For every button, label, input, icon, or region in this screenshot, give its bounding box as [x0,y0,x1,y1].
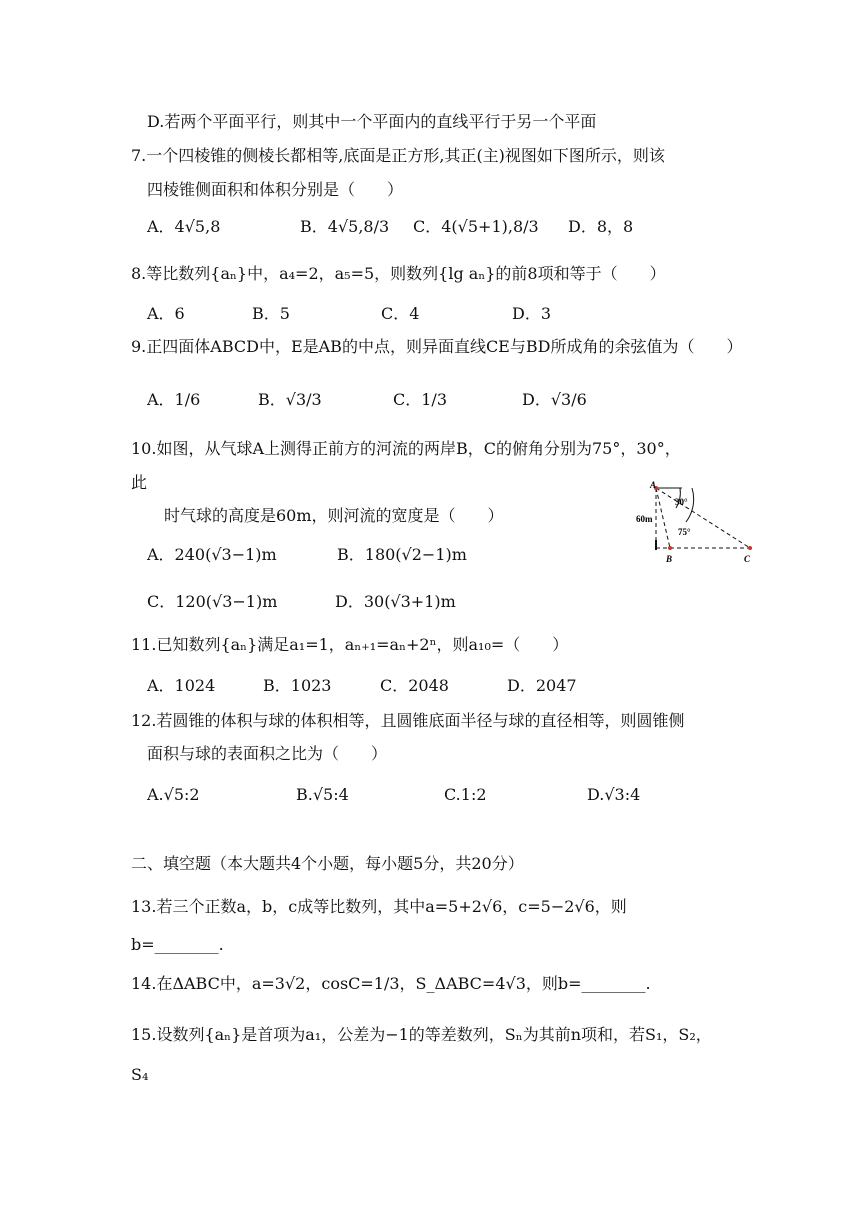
q13-answer-line: b=________. [131,935,224,954]
q11-stem: 11.已知数列{aₙ}满足a₁=1，aₙ₊₁=aₙ+2ⁿ，则a₁₀=（ ） [131,635,569,654]
q10-stem-wrap: 此 [131,473,148,492]
q7-stem: 7.一个四棱锥的侧棱长都相等,底面是正方形,其正(主)视图如下图所示，则该 [131,146,665,165]
q14-stem: 14.在ΔABC中，a=3√2，cosC=1/3，S_ΔABC=4√3，则b=________. [131,974,651,993]
section-heading-fill-in: 二、填空题（本大题共4个小题，每小题5分，共20分） [131,854,524,873]
q12-stem-cont: 面积与球的表面积之比为（ ） [147,744,388,763]
label-75: 75° [678,527,691,537]
label-b: B [666,554,673,564]
point-c [748,546,752,550]
q7-option-a: A．4√5,8 [147,217,221,236]
q10-option-d: D．30(√3+1)m [335,592,456,611]
q12-stem: 12.若圆锥的体积与球的体积相等，且圆锥底面半径与球的直径相等，则圆锥侧 [131,711,685,730]
label-30: 30° [675,497,688,507]
q10-option-a: A．240(√3−1)m [147,545,277,564]
q10-option-b: B．180(√2−1)m [337,545,467,564]
q10-stem: 10.如图，从气球A上测得正前方的河流的两岸B，C的俯角分别为75°，30°， [131,439,681,458]
q7-option-c: C．4(√5+1),8/3 [413,217,539,236]
q8-option-d: D．3 [512,304,552,323]
q7-option-d: D．8，8 [568,217,634,236]
point-b [668,546,672,550]
q9-option-d: D．√3/6 [522,390,587,409]
q10-option-c: C．120(√3−1)m [147,592,278,611]
q13-stem: 13.若三个正数a，b，c成等比数列，其中a=5+2√6，c=5−2√6，则 [131,897,627,916]
q12-option-b: B.√5:4 [296,785,349,804]
q10-balloon-figure [636,478,760,570]
label-c: C [744,554,751,564]
q7-stem-cont: 四棱锥侧面积和体积分别是（ ） [147,180,404,199]
q15-stem-wrap: S₄ [131,1065,149,1084]
q9-option-b: B．√3/3 [258,390,322,409]
q12-option-c: C.1:2 [444,785,487,804]
q8-option-a: A．6 [147,304,185,323]
label-60m: 60m [636,514,653,524]
q12-option-a: A.√5:2 [147,785,200,804]
line-ab [656,488,670,548]
q9-option-a: A．1/6 [147,390,201,409]
q8-option-c: C．4 [381,304,420,323]
q15-stem: 15.设数列{aₙ}是首项为a₁，公差为−1的等差数列，Sₙ为其前n项和，若S₁，S₂， [131,1025,712,1044]
q11-option-c: C．2048 [380,676,449,695]
line-ac [656,488,750,548]
q11-option-b: B．1023 [263,676,332,695]
q8-option-b: B．5 [252,304,290,323]
q6-option-d: D.若两个平面平行，则其中一个平面内的直线平行于另一个平面 [147,112,597,131]
q10-stem-cont: 时气球的高度是60m，则河流的宽度是（ ） [164,506,504,525]
q11-option-a: A．1024 [147,676,216,695]
q9-stem: 9.正四面体ABCD中，E是AB的中点，则异面直线CE与BD所成角的余弦值为（ ） [131,337,743,356]
q12-option-d: D.√3:4 [587,785,641,804]
q11-option-d: D．2047 [507,676,577,695]
q8-stem: 8.等比数列{aₙ}中，a₄=2，a₅=5，则数列{lg aₙ}的前8项和等于（ ） [131,264,666,283]
q9-option-c: C．1/3 [393,390,447,409]
q7-option-b: B．4√5,8/3 [300,217,390,236]
label-a: A [650,480,657,490]
